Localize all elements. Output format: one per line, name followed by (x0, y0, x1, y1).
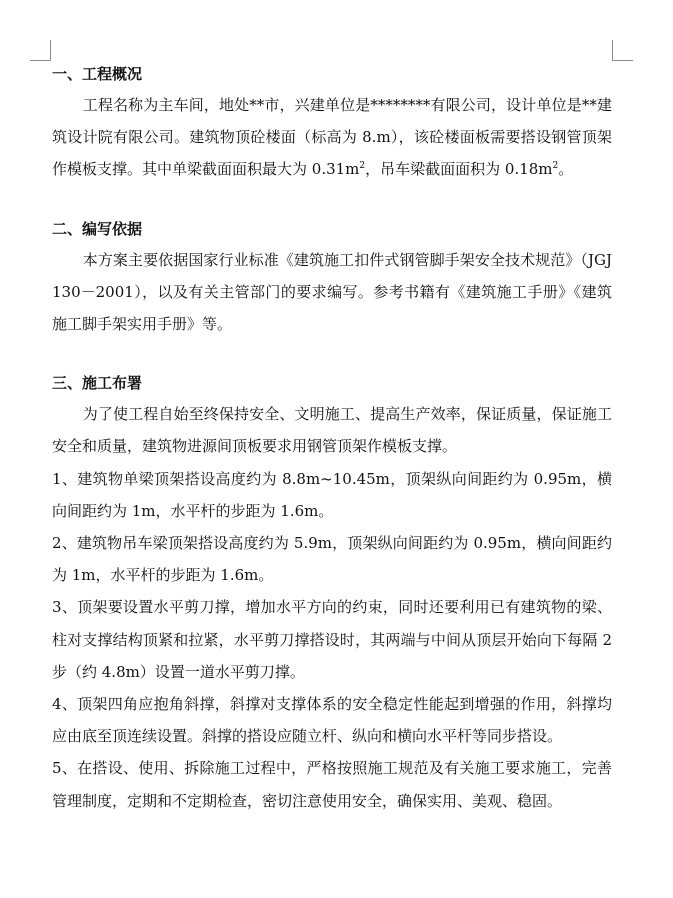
superscript-2: 2 (359, 161, 366, 172)
basis-paragraph: 本方案主要依据国家行业标准《建筑施工扣件式钢管脚手架安全技术规范》（JGJ 130－2001），以及有关主管部门的要求编写。参考书籍有《建筑施工手册》《建筑施工脚手架实用手册》等。 (52, 250, 612, 334)
deployment-list-item: 1、建筑物单梁顶架搭设高度约为 8.8m~10.45m，顶架纵向间距约为 0.95m，横向间距约为 1m，水平杆的步距为 1.6m。 (52, 469, 612, 520)
section-heading-basis: 二、编写依据 (52, 219, 143, 238)
deployment-list-item: 3、顶架要设置水平剪刀撑，增加水平方向的约束，同时还要利用已有建筑物的梁、柱对支撑结构顶紧和拉紧，水平剪刀撑搭设时，其两端与中间从顶层开始向下每隔 2 步（约 4.8m）设置一道水平剪刀撑。 (52, 598, 612, 681)
overview-paragraph (52, 89, 612, 186)
overview-text-part: 工程名称为主车间，地处**市，兴建单位是********有限公司，设计单位是**建筑设计院有限公司。建筑物顶砼楼面（标高为 8.m），该砼楼面板需要搭设钢管顶架作模板支撑。其中单梁截面面积最大为 0.31m (52, 96, 612, 179)
superscript-2: 2 (552, 161, 559, 172)
page-corner-mark-top-right (612, 40, 633, 61)
blank-line (52, 186, 612, 215)
overview-text-part: 。 (558, 160, 574, 179)
section-heading-deployment: 三、施工布署 (52, 374, 143, 393)
deployment-list-item: 5、在搭设、使用、拆除施工过程中，严格按照施工规范及有关施工要求施工，完善管理制度，定期和不定期检查，密切注意使用安全，确保实用、美观、稳固。 (52, 759, 612, 810)
page-corner-mark-top-left (30, 40, 51, 61)
deployment-intro-paragraph: 为了使工程自始至终保持安全、文明施工、提高生产效率，保证质量，保证施工安全和质量，建筑物进源间顶板要求用钢管顶架作模板支撑。 (52, 405, 612, 456)
blank-line (52, 340, 612, 369)
document-page (52, 60, 612, 817)
overview-text-part: ，吊车梁截面面积为 0.18m (365, 160, 553, 179)
deployment-list-item: 4、顶架四角应抱角斜撑，斜撑对支撑体系的安全稳定性能起到增强的作用，斜撑均应由底至顶连续设置。斜撑的搭设应随立杆、纵向和横向水平杆等同步搭设。 (52, 695, 612, 746)
section-heading-overview: 一、工程概况 (52, 65, 143, 83)
deployment-list-item: 2、建筑物吊车梁顶架搭设高度约为 5.9m，顶架纵向间距约为 0.95m，横向间距约为 1m，水平杆的步距为 1.6m。 (52, 534, 612, 585)
